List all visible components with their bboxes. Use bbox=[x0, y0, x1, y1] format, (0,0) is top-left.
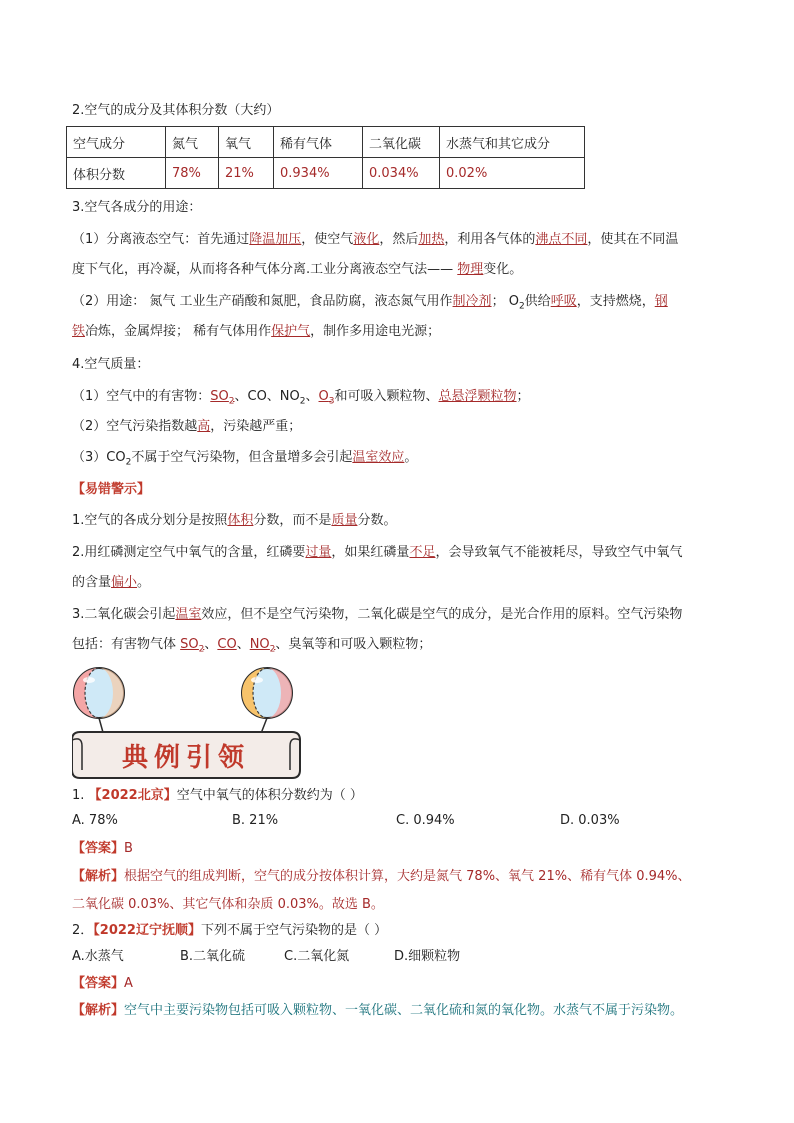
section4-para3 bbox=[72, 449, 417, 467]
composition-table bbox=[66, 126, 585, 189]
blank-answer: 偏小 bbox=[111, 575, 138, 590]
blank-answer: 沸点不同 bbox=[535, 232, 588, 247]
text: （1）分离液态空气：首先通过 bbox=[72, 232, 250, 247]
warning-para1 bbox=[72, 512, 396, 530]
text: 包括：有害物气体 bbox=[72, 637, 181, 652]
blank-answer: 高 bbox=[197, 419, 211, 434]
blank-answer: 温室效应 bbox=[352, 450, 405, 465]
question1-options bbox=[72, 812, 724, 830]
text: 、 bbox=[305, 389, 319, 404]
text: ，如果红磷量 bbox=[331, 545, 410, 560]
question-source-tag: 【2022辽宁抚顺】 bbox=[93, 923, 201, 938]
table-header-cell: 二氧化碳 bbox=[363, 127, 440, 158]
blank-answer bbox=[249, 637, 276, 655]
example-banner-illustration bbox=[72, 666, 332, 786]
blank-answer: 加热 bbox=[418, 232, 445, 247]
blank-answer bbox=[210, 389, 235, 407]
option-d: D.细颗粒物 bbox=[394, 949, 461, 964]
table-header-cell: 氮气 bbox=[166, 127, 219, 158]
text: （2）用途： 氮气 工业生产硝酸和氮肥，食品防腐，液态氮气用作 bbox=[72, 294, 453, 309]
table-header-cell: 稀有气体 bbox=[274, 127, 363, 158]
text: 、臭氧等和可吸入颗粒物； bbox=[275, 637, 432, 652]
text: ，然后 bbox=[379, 232, 419, 247]
option-d: D. 0.03% bbox=[560, 813, 620, 828]
section2-title: 2.空气的成分及其体积分数（大约） bbox=[72, 103, 280, 118]
blank-answer: 过量 bbox=[305, 545, 332, 560]
subscript: 3 bbox=[328, 396, 335, 407]
blank-answer: 钢 bbox=[654, 294, 668, 309]
text: 冶炼，金属焊接； 稀有气体用作 bbox=[85, 324, 272, 339]
table-row bbox=[67, 127, 585, 158]
warning-para3-line2 bbox=[72, 636, 431, 654]
blank-answer: 质量 bbox=[331, 513, 358, 528]
question2-options bbox=[72, 948, 724, 966]
answer-label: 【答案】 bbox=[72, 976, 125, 991]
ball-right-icon bbox=[242, 668, 292, 718]
blank-answer: 液化 bbox=[353, 232, 380, 247]
text: ，使其在不同温 bbox=[587, 232, 679, 247]
analysis-label: 【解析】 bbox=[72, 1003, 125, 1018]
answer-label: 【答案】 bbox=[72, 841, 125, 856]
question1-analysis-line1 bbox=[72, 868, 691, 886]
text: ； O bbox=[491, 294, 519, 309]
section3-title: 3.空气各成分的用途： bbox=[72, 200, 202, 215]
subscript: 2 bbox=[269, 644, 276, 655]
text: （3）CO bbox=[72, 450, 126, 465]
blank-answer: 呼吸 bbox=[550, 294, 577, 309]
text: ，会导致氧气不能被耗尽，导致空气中氧气 bbox=[435, 545, 683, 560]
blank-answer: 温室 bbox=[175, 607, 202, 622]
table-header-cell: 空气成分 bbox=[67, 127, 166, 158]
text: 1.空气的各成分划分是按照 bbox=[72, 513, 228, 528]
question1-answer bbox=[72, 840, 133, 858]
section4-title: 4.空气质量： bbox=[72, 357, 150, 372]
table-cell: 0.034% bbox=[363, 158, 440, 189]
question-number: 1. bbox=[72, 788, 89, 803]
question2-answer bbox=[72, 975, 133, 993]
question2-stem bbox=[72, 922, 387, 940]
text: 度下气化，再冷凝，从而将各种气体分离.工业分离液态空气法—— bbox=[72, 262, 454, 277]
subscript: 2 bbox=[125, 457, 132, 468]
text: NO bbox=[249, 637, 270, 652]
answer-value: A bbox=[124, 976, 133, 991]
option-b: B.二氧化硫 bbox=[180, 949, 246, 964]
analysis-text: 根据空气的组成判断，空气的成分按体积计算，大约是氮气 78%、氧气 21%、稀有气体 0.94%、 bbox=[124, 869, 691, 884]
blank-answer: CO bbox=[217, 637, 237, 652]
subscript: 2 bbox=[518, 301, 525, 312]
option-a: A.水蒸气 bbox=[72, 949, 124, 964]
question2-analysis bbox=[72, 1002, 683, 1020]
table-header-cell: 氧气 bbox=[219, 127, 274, 158]
text: 。 bbox=[137, 575, 151, 590]
text: 。 bbox=[404, 450, 418, 465]
question-source-tag: 【2022北京】 bbox=[88, 788, 177, 803]
blank-answer: 不足 bbox=[409, 545, 436, 560]
table-header-cell: 水蒸气和其它成分 bbox=[440, 127, 585, 158]
section4-para2 bbox=[72, 418, 301, 436]
table-row bbox=[67, 158, 585, 189]
subscript: 2 bbox=[228, 396, 235, 407]
blank-answer: 铁 bbox=[72, 324, 86, 339]
section3-para1-line1 bbox=[72, 231, 678, 249]
text: 不属于空气污染物，但含量增多会引起 bbox=[131, 450, 353, 465]
table-cell: 78% bbox=[166, 158, 219, 189]
question1-analysis-line2: 二氧化碳 0.03%、其它气体和杂质 0.03%。故选 B。 bbox=[72, 897, 384, 912]
text: 分数。 bbox=[357, 513, 397, 528]
text: 下列不属于空气污染物的是（ ） bbox=[200, 923, 388, 938]
blank-answer: 降温加压 bbox=[249, 232, 302, 247]
text: 3.二氧化碳会引起 bbox=[72, 607, 176, 622]
text: ； bbox=[516, 389, 530, 404]
section3-para2-line2 bbox=[72, 323, 440, 341]
blank-answer: 保护气 bbox=[271, 324, 311, 339]
analysis-label: 【解析】 bbox=[72, 869, 125, 884]
text: SO bbox=[210, 389, 229, 404]
blank-answer: 物理 bbox=[457, 262, 484, 277]
text: 效应，但不是空气污染物，二氧化碳是空气的成分，是光合作用的原料。空气污染物 bbox=[201, 607, 683, 622]
table-cell: 0.02% bbox=[440, 158, 585, 189]
text: 分数，而不是 bbox=[253, 513, 332, 528]
answer-value: B bbox=[124, 841, 133, 856]
text: 的含量 bbox=[72, 575, 112, 590]
text: 2.用红磷测定空气中氧气的含量，红磷要 bbox=[72, 545, 306, 560]
text: ，支持燃烧， bbox=[576, 294, 655, 309]
text: ，利用各气体的 bbox=[444, 232, 536, 247]
text: ，使空气 bbox=[301, 232, 354, 247]
section3-para2-line1 bbox=[72, 293, 668, 311]
option-b: B. 21% bbox=[232, 813, 279, 828]
blank-answer bbox=[318, 389, 335, 407]
banner-title: 典例引领 bbox=[121, 743, 251, 773]
text: 、 bbox=[204, 637, 218, 652]
text: （1）空气中的有害物： bbox=[72, 389, 211, 404]
blank-answer: 制冷剂 bbox=[452, 294, 492, 309]
analysis-text: 空气中主要污染物包括可吸入颗粒物、一氧化碳、二氧化硫和氮的氧化物。水蒸气不属于污染物。 bbox=[124, 1003, 684, 1018]
text: （2）空气污染指数越 bbox=[72, 419, 198, 434]
section4-para1 bbox=[72, 388, 530, 406]
text: 和可吸入颗粒物、 bbox=[334, 389, 439, 404]
warning-para2-line1 bbox=[72, 544, 682, 562]
text: O bbox=[318, 389, 329, 404]
blank-answer bbox=[180, 637, 205, 655]
text: 供给 bbox=[524, 294, 551, 309]
warning-para2-line2 bbox=[72, 574, 150, 592]
option-c: C. 0.94% bbox=[396, 813, 455, 828]
table-cell: 21% bbox=[219, 158, 274, 189]
ball-left-icon bbox=[74, 668, 124, 718]
option-c: C.二氧化氮 bbox=[284, 949, 350, 964]
text: ，污染越严重； bbox=[210, 419, 302, 434]
text: 、 bbox=[236, 637, 250, 652]
subscript: 2 bbox=[198, 644, 205, 655]
blank-answer: 体积 bbox=[227, 513, 254, 528]
subscript: 2 bbox=[299, 396, 306, 407]
warning-title: 【易错警示】 bbox=[72, 482, 151, 497]
table-row-label: 体积分数 bbox=[67, 158, 166, 189]
text: SO bbox=[180, 637, 199, 652]
table-cell: 0.934% bbox=[274, 158, 363, 189]
scroll-banner-icon bbox=[72, 732, 300, 778]
text: ，制作多用途电光源； bbox=[310, 324, 441, 339]
blank-answer: 总悬浮颗粒物 bbox=[438, 389, 517, 404]
question1-stem bbox=[72, 787, 363, 805]
section3-para1-line2 bbox=[72, 261, 522, 279]
text: 、CO、NO bbox=[234, 389, 300, 404]
warning-para3-line1 bbox=[72, 606, 682, 624]
text: 空气中氧气的体积分数约为（ ） bbox=[176, 788, 363, 803]
text: 变化。 bbox=[483, 262, 523, 277]
question-number: 2． bbox=[72, 923, 94, 938]
option-a: A. 78% bbox=[72, 813, 118, 828]
